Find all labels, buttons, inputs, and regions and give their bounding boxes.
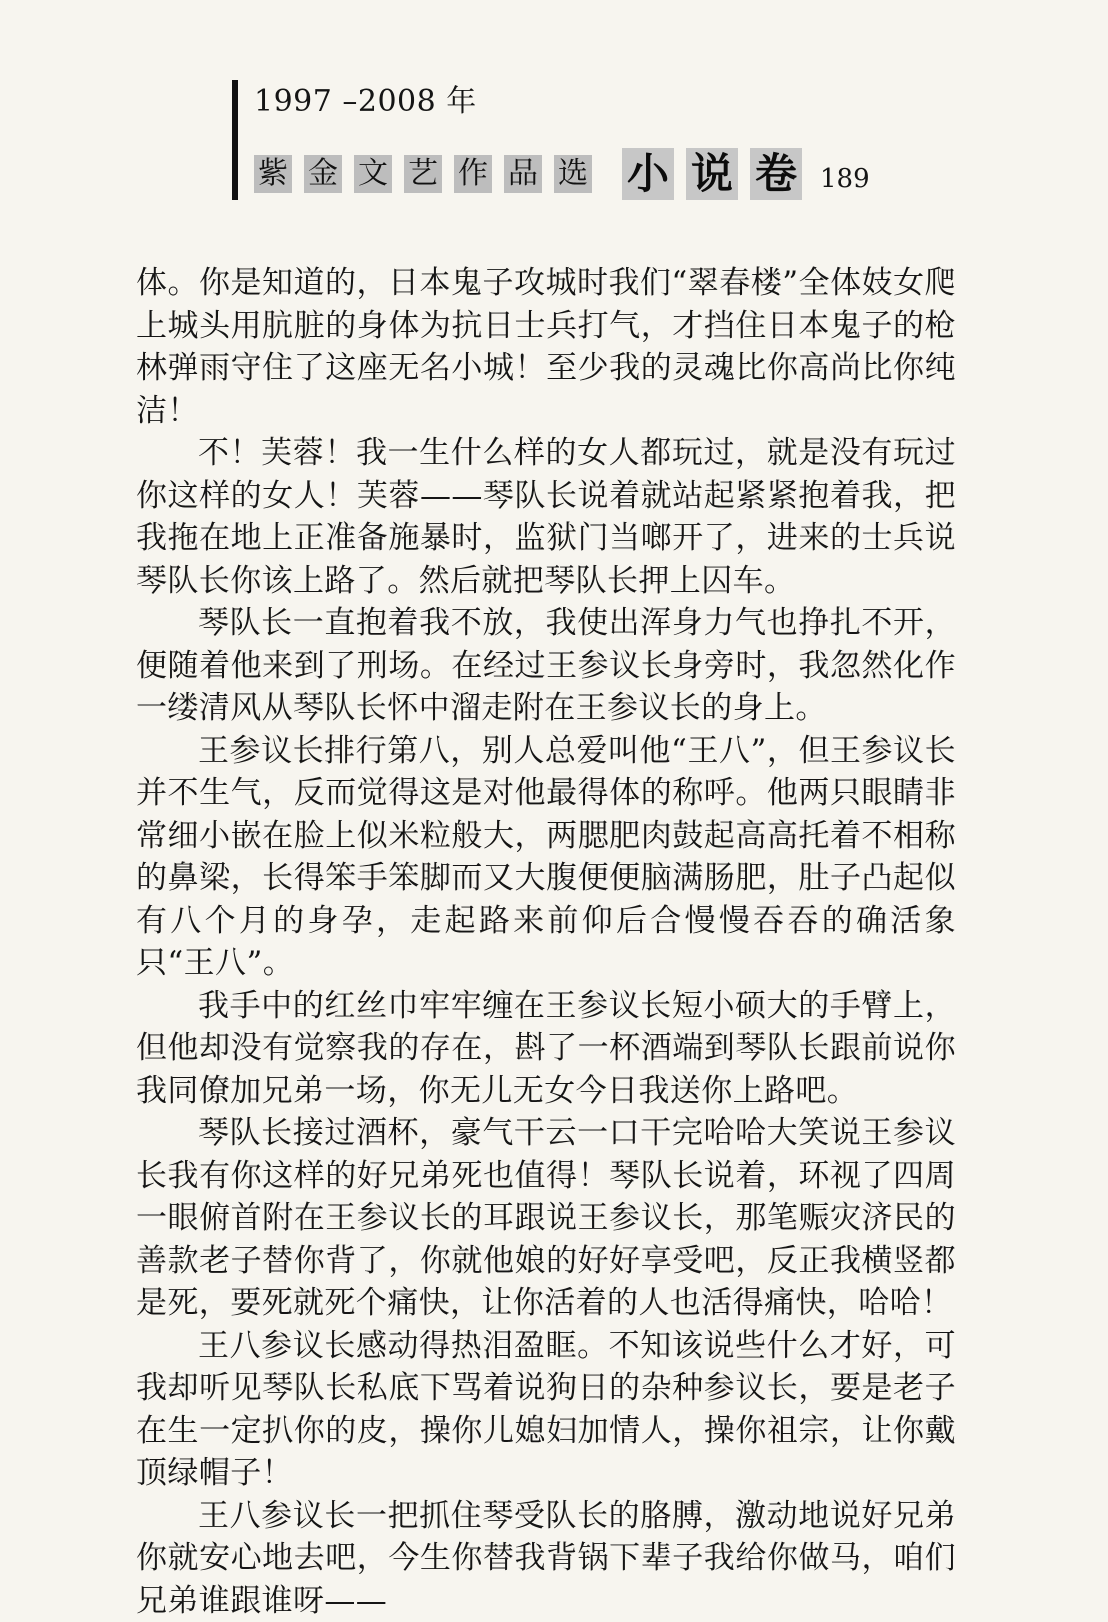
series-title-char: 艺 (404, 155, 442, 193)
paragraph: 琴队长一直抱着我不放，我使出浑身力气也挣扎不开，便随着他来到了刑场。在经过王参议长身旁时，我忽然化作一缕清风从琴队长怀中溜走附在王参议长的身上。 (136, 602, 956, 730)
running-header (232, 76, 952, 202)
paragraph: 不！芙蓉！我一生什么样的女人都玩过，就是没有玩过你这样的女人！芙蓉——琴队长说着就站起紧紧抱着我，把我拖在地上正准备施暴时，监狱门当啷开了，进来的士兵说琴队长你该上路了。然后就把琴队长押上囚车。 (136, 432, 956, 602)
paragraph: 王参议长排行第八，别人总爱叫他“王八”，但王参议长并不生气，反而觉得这是对他最得体的称呼。他两只眼睛非常细小嵌在脸上似米粒般大，两腮肥肉鼓起高高托着不相称的鼻梁，长得笨手笨脚而又大腹便便脑满肠肥，肚子凸起似有八个月的身孕，走起路来前仰后合慢慢吞吞的确活象只“王八”。 (136, 730, 956, 985)
volume-title-char: 说 (686, 148, 738, 200)
header-years: 1997 –2008 年 (254, 82, 477, 122)
paragraph: 体。你是知道的，日本鬼子攻城时我们“翠春楼”全体妓女爬上城头用肮脏的身体为抗日士兵打气，才挡住日本鬼子的枪林弹雨守住了这座无名小城！至少我的灵魂比你高尚比你纯洁！ (136, 262, 956, 432)
body-text (136, 262, 956, 1622)
page-number: 189 (820, 149, 870, 199)
series-title-char: 金 (304, 155, 342, 193)
volume-title-char: 卷 (750, 148, 802, 200)
volume-title (622, 148, 802, 200)
series-title-char: 紫 (254, 155, 292, 193)
series-title-char: 选 (554, 155, 592, 193)
paragraph: 我手中的红丝巾牢牢缠在王参议长短小硕大的手臂上，但他却没有觉察我的存在，斟了一杯酒端到琴队长跟前说你我同僚加兄弟一场，你无儿无女今日我送你上路吧。 (136, 985, 956, 1113)
volume-title-char: 小 (622, 148, 674, 200)
paragraph: 王八参议长一把抓住琴受队长的胳膊，激动地说好兄弟你就安心地去吧，今生你替我背锅下辈子我给你做马，咱们兄弟谁跟谁呀—— (136, 1495, 956, 1622)
paragraph: 王八参议长感动得热泪盈眶。不知该说些什么才好，可我却听见琴队长私底下骂着说狗日的杂种参议长，要是老子在生一定扒你的皮，操你儿媳妇加情人，操你祖宗，让你戴顶绿帽子！ (136, 1325, 956, 1495)
series-title-char: 品 (504, 155, 542, 193)
series-title-char: 文 (354, 155, 392, 193)
header-series-line (254, 146, 870, 202)
series-title-char: 作 (454, 155, 492, 193)
series-title (254, 155, 592, 193)
paragraph: 琴队长接过酒杯，豪气干云一口干完哈哈大笑说王参议长我有你这样的好兄弟死也值得！琴队长说着，环视了四周一眼俯首附在王参议长的耳跟说王参议长，那笔赈灾济民的善款老子替你背了，你就他娘的好好享受吧，反正我横竖都是死，要死就死个痛快，让你活着的人也活得痛快，哈哈！ (136, 1112, 956, 1325)
header-vertical-rule (232, 80, 238, 200)
